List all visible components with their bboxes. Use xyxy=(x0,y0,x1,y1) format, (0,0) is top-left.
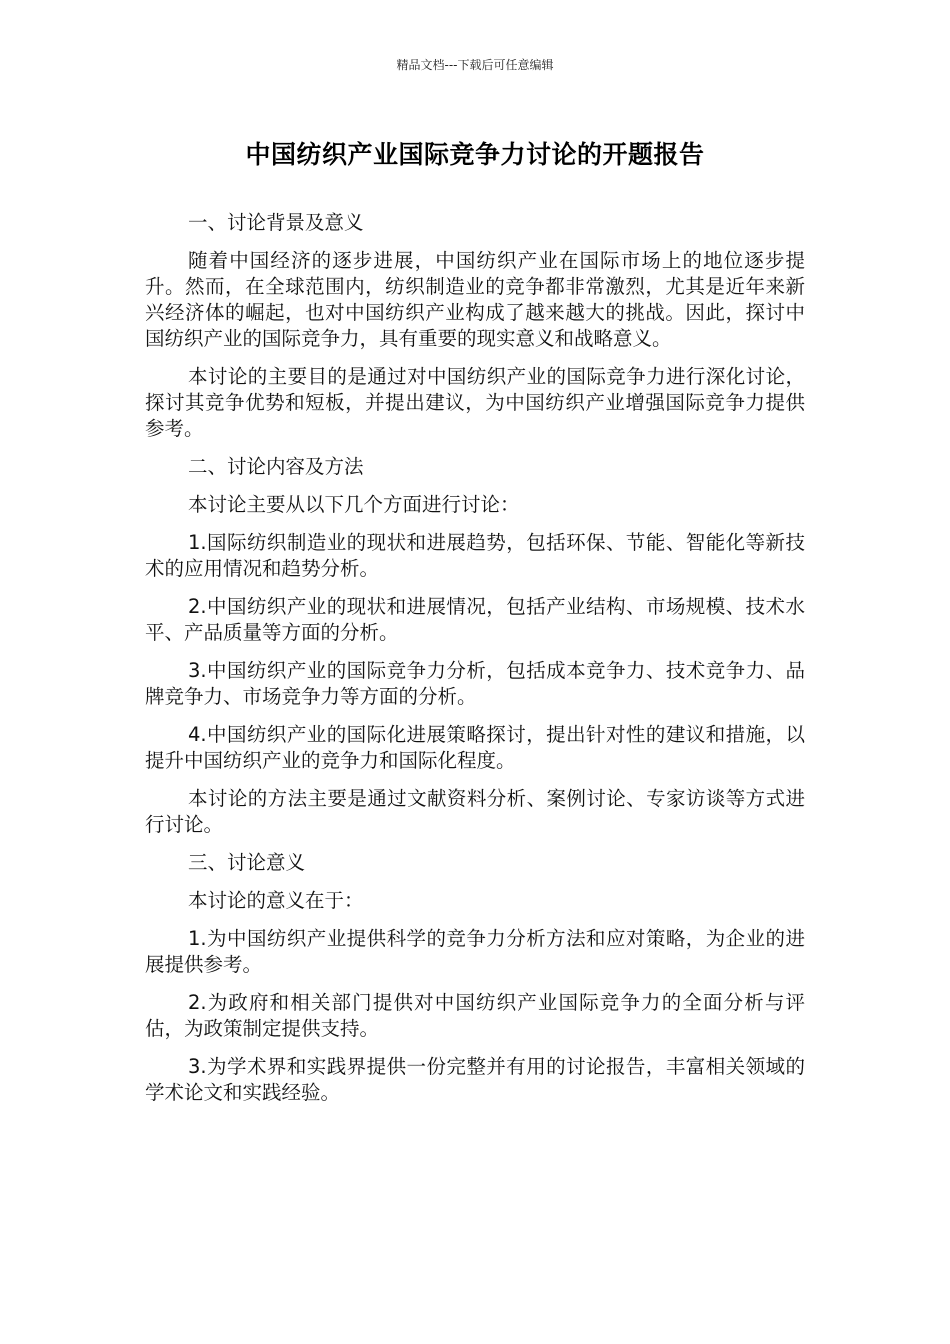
paragraph: 随着中国经济的逐步进展，中国纺织产业在国际市场上的地位逐步提升。然而，在全球范围内，纺织制造业的竞争都非常激烈，尤其是近年来新兴经济体的崛起，也对中国纺织产业构成了越来越大的挑战。因此，探讨中国纺织产业的国际竞争力，具有重要的现实意义和战略意义。 xyxy=(145,249,805,350)
section-heading: 一、讨论背景及意义 xyxy=(188,211,364,234)
list-item: 3.中国纺织产业的国际竞争力分析，包括成本竞争力、技术竞争力、品牌竞争力、市场竞争力等方面的分析。 xyxy=(145,659,805,708)
paragraph: 本讨论的意义在于： xyxy=(188,889,364,912)
paragraph: 本讨论的方法主要是通过文献资料分析、案例讨论、专家访谈等方式进行讨论。 xyxy=(145,787,805,836)
list-item: 4.中国纺织产业的国际化进展策略探讨，提出针对性的建议和措施，以提升中国纺织产业的竞争力和国际化程度。 xyxy=(145,723,805,772)
section-heading: 二、讨论内容及方法 xyxy=(188,455,364,478)
document-body xyxy=(145,210,805,1118)
document-title: 中国纺织产业国际竞争力讨论的开题报告 xyxy=(245,140,705,169)
paragraph: 本讨论主要从以下几个方面进行讨论： xyxy=(188,493,520,516)
list-item: 2.中国纺织产业的现状和进展情况，包括产业结构、市场规模、技术水平、产品质量等方面的分析。 xyxy=(145,595,805,644)
list-item: 3.为学术界和实践界提供一份完整并有用的讨论报告，丰富相关领域的学术论文和实践经验。 xyxy=(145,1055,805,1104)
list-item: 2.为政府和相关部门提供对中国纺织产业国际竞争力的全面分析与评估，为政策制定提供支持。 xyxy=(145,991,805,1040)
page-header-note: 精品文档---下载后可任意编辑 xyxy=(396,58,554,72)
list-item: 1.为中国纺织产业提供科学的竞争力分析方法和应对策略，为企业的进展提供参考。 xyxy=(145,927,805,976)
paragraph: 本讨论的主要目的是通过对中国纺织产业的国际竞争力进行深化讨论，探讨其竞争优势和短板，并提出建议，为中国纺织产业增强国际竞争力提供参考。 xyxy=(145,365,805,440)
section-background xyxy=(145,210,805,442)
section-content-method xyxy=(145,454,805,838)
section-significance xyxy=(145,850,805,1106)
section-heading: 三、讨论意义 xyxy=(188,851,306,874)
list-item: 1.国际纺织制造业的现状和进展趋势，包括环保、节能、智能化等新技术的应用情况和趋势分析。 xyxy=(145,531,805,580)
